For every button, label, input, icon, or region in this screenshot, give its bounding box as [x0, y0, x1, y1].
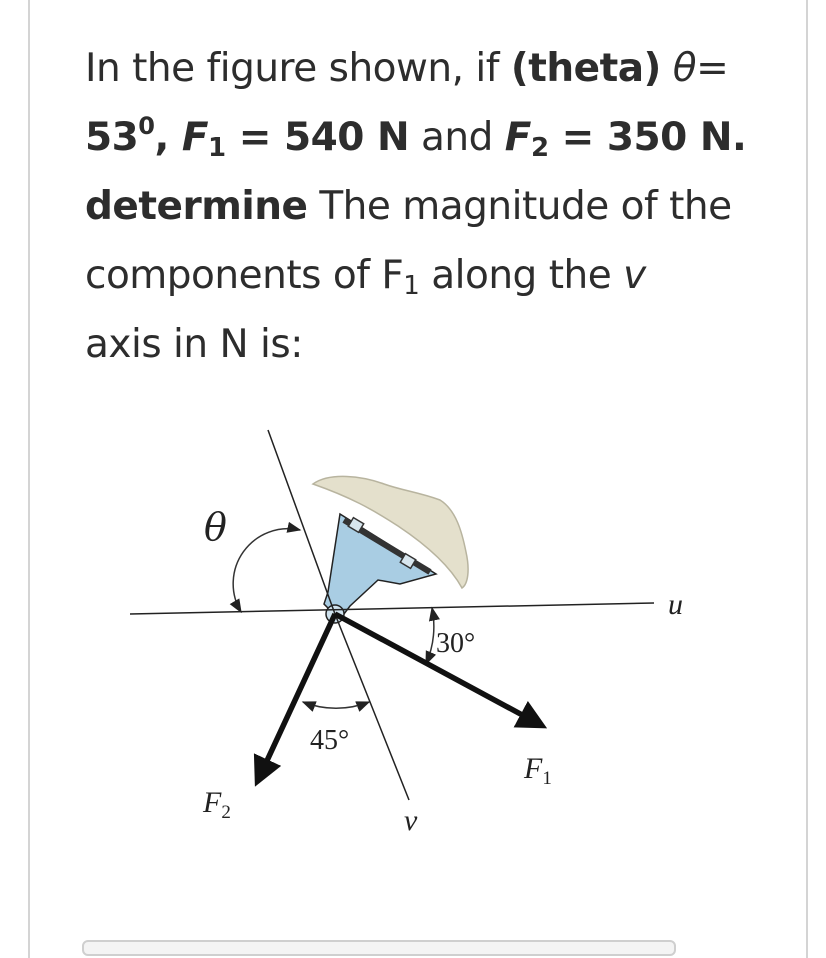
- answer-input-box[interactable]: [82, 940, 676, 956]
- angle-45-label: 45°: [310, 725, 350, 756]
- angle-30-label: 30°: [436, 628, 476, 659]
- f2-label: $F_2$: [203, 786, 231, 823]
- question-text: In the figure shown, if (theta) θ= $53^0$, $F_1 = 540$ N and $F_2 = 350$ N. determine The magnitude of the components of $F_1$ along the v axis in N is:: [85, 46, 747, 367]
- angle-45-arc: [303, 702, 369, 708]
- u-axis-label: u: [668, 588, 683, 621]
- angle-30-arc: [426, 608, 434, 664]
- f1-force-arrow: [335, 614, 526, 717]
- theta-label: θ: [204, 505, 227, 549]
- v-axis-label: v: [404, 804, 418, 837]
- f1-label: $F_1$: [524, 752, 552, 789]
- horizontal-axis-line: [130, 603, 654, 614]
- theta-reference-line: [268, 430, 335, 614]
- theta-arc: [233, 529, 300, 612]
- v-axis-line: [335, 614, 409, 800]
